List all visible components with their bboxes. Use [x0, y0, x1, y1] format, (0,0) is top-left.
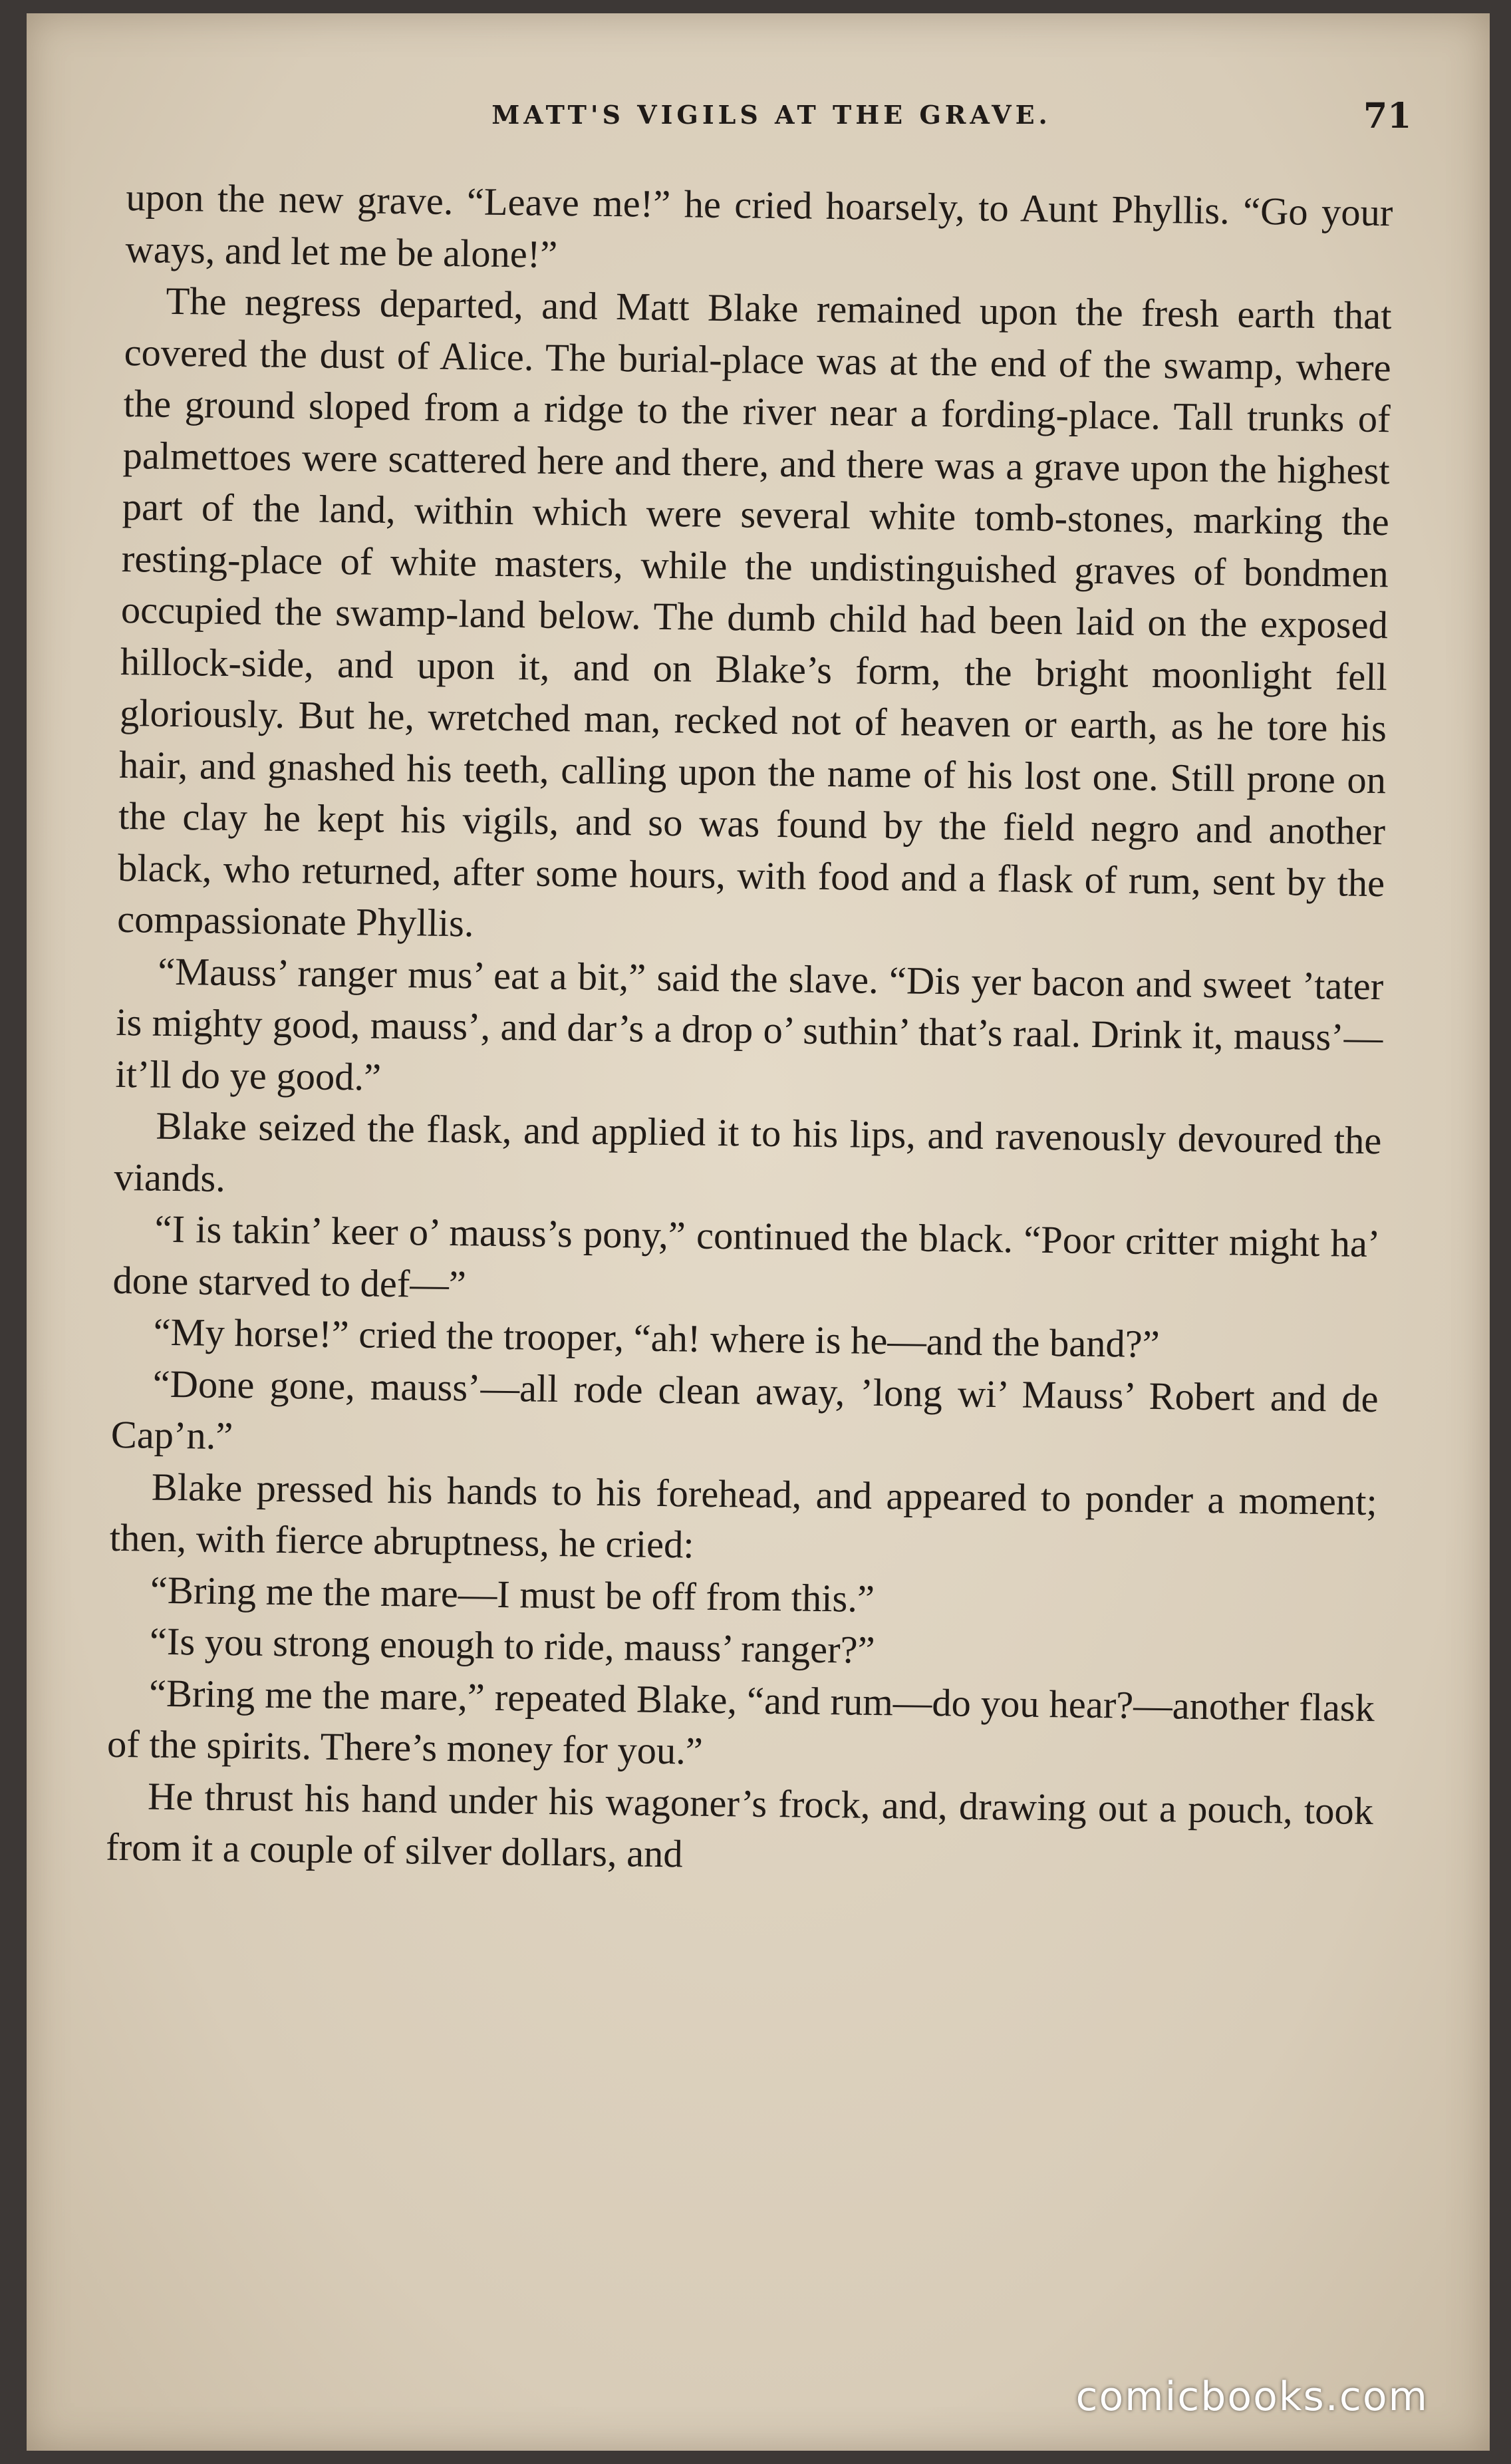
paragraph: “Mauss’ ranger mus’ eat a bit,” said the slave. “Dis yer bacon and sweet ’tater is mighty good, mauss’, and dar’s a drop o’ suthin’ that’s raal. Drink it, mauss’—it’ll do ye good.”: [115, 949, 1384, 1099]
paragraph: “Done gone, mauss’—all rode clean away, ’long wi’ Mauss’ Robert and de Cap’n.”: [110, 1362, 1379, 1458]
paragraph: “Bring me the mare—I must be off from this.”: [150, 1568, 875, 1620]
paragraph: “I is takin’ keer o’ mauss’s pony,” continued the black. “Poor critter might ha’ done starved to def—”: [112, 1207, 1381, 1306]
paragraph: Blake pressed his hands to his forehead, and appeared to ponder a moment; then, with fierce abruptness, he cried:: [109, 1465, 1378, 1567]
page-number: 71: [1363, 96, 1412, 136]
paragraph: Blake seized the flask, and applied it to his lips, and ravenously devoured the viands.: [114, 1104, 1382, 1200]
running-head: [27, 96, 1490, 146]
paragraph: “Is you strong enough to ride, mauss’ ranger?”: [149, 1619, 875, 1672]
paragraph: “My horse!” cried the trooper, “ah! where is he—and the band?”: [153, 1310, 1161, 1366]
running-title: MATT'S VIGILS AT THE GRAVE.: [491, 100, 1051, 130]
paragraph: He thrust his hand under his wagoner’s frock, and, drawing out a pouch, took from it a couple of silver dollars, and: [105, 1774, 1374, 1876]
paragraph: “Bring me the mare,” repeated Blake, “and rum—do you hear?—another flask of the spirits. There’s money for you.”: [106, 1671, 1375, 1773]
book-page: [27, 13, 1490, 2451]
paragraph: upon the new grave. “Leave me!” he cried hoarsely, to Aunt Phyllis. “Go your ways, and let me be alone!”: [125, 175, 1393, 276]
paragraph: The negress departed, and Matt Blake remained upon the fresh earth that covered the dust of Alice. The burial-place was at the end of the swamp, where the ground sloped from a ridge to the river near a fording-place. Tall trunks of palmettoes were scattered here and there, and there was a grave upon the highest part of the land, within which were several white tomb-stones, marking the resting-place of white masters, while the undistinguished graves of bondmen occupied the swamp-land below. The dumb child had been laid on the exposed hillock-side, and upon it, and on Blake’s form, the bright moonlight fell gloriously. But he, wretched man, recked not of heaven or earth, as he tore his hair, and gnashed his teeth, calling upon the name of his lost one. Still prone on the clay he kept his vigils, and so was found by the field negro and another black, who returned, after some hours, with food and a flask of rum, sent by the compassionate Phyllis.: [116, 279, 1392, 945]
watermark: comicbooks.com: [1075, 2374, 1429, 2420]
body-text: [106, 172, 1393, 1889]
